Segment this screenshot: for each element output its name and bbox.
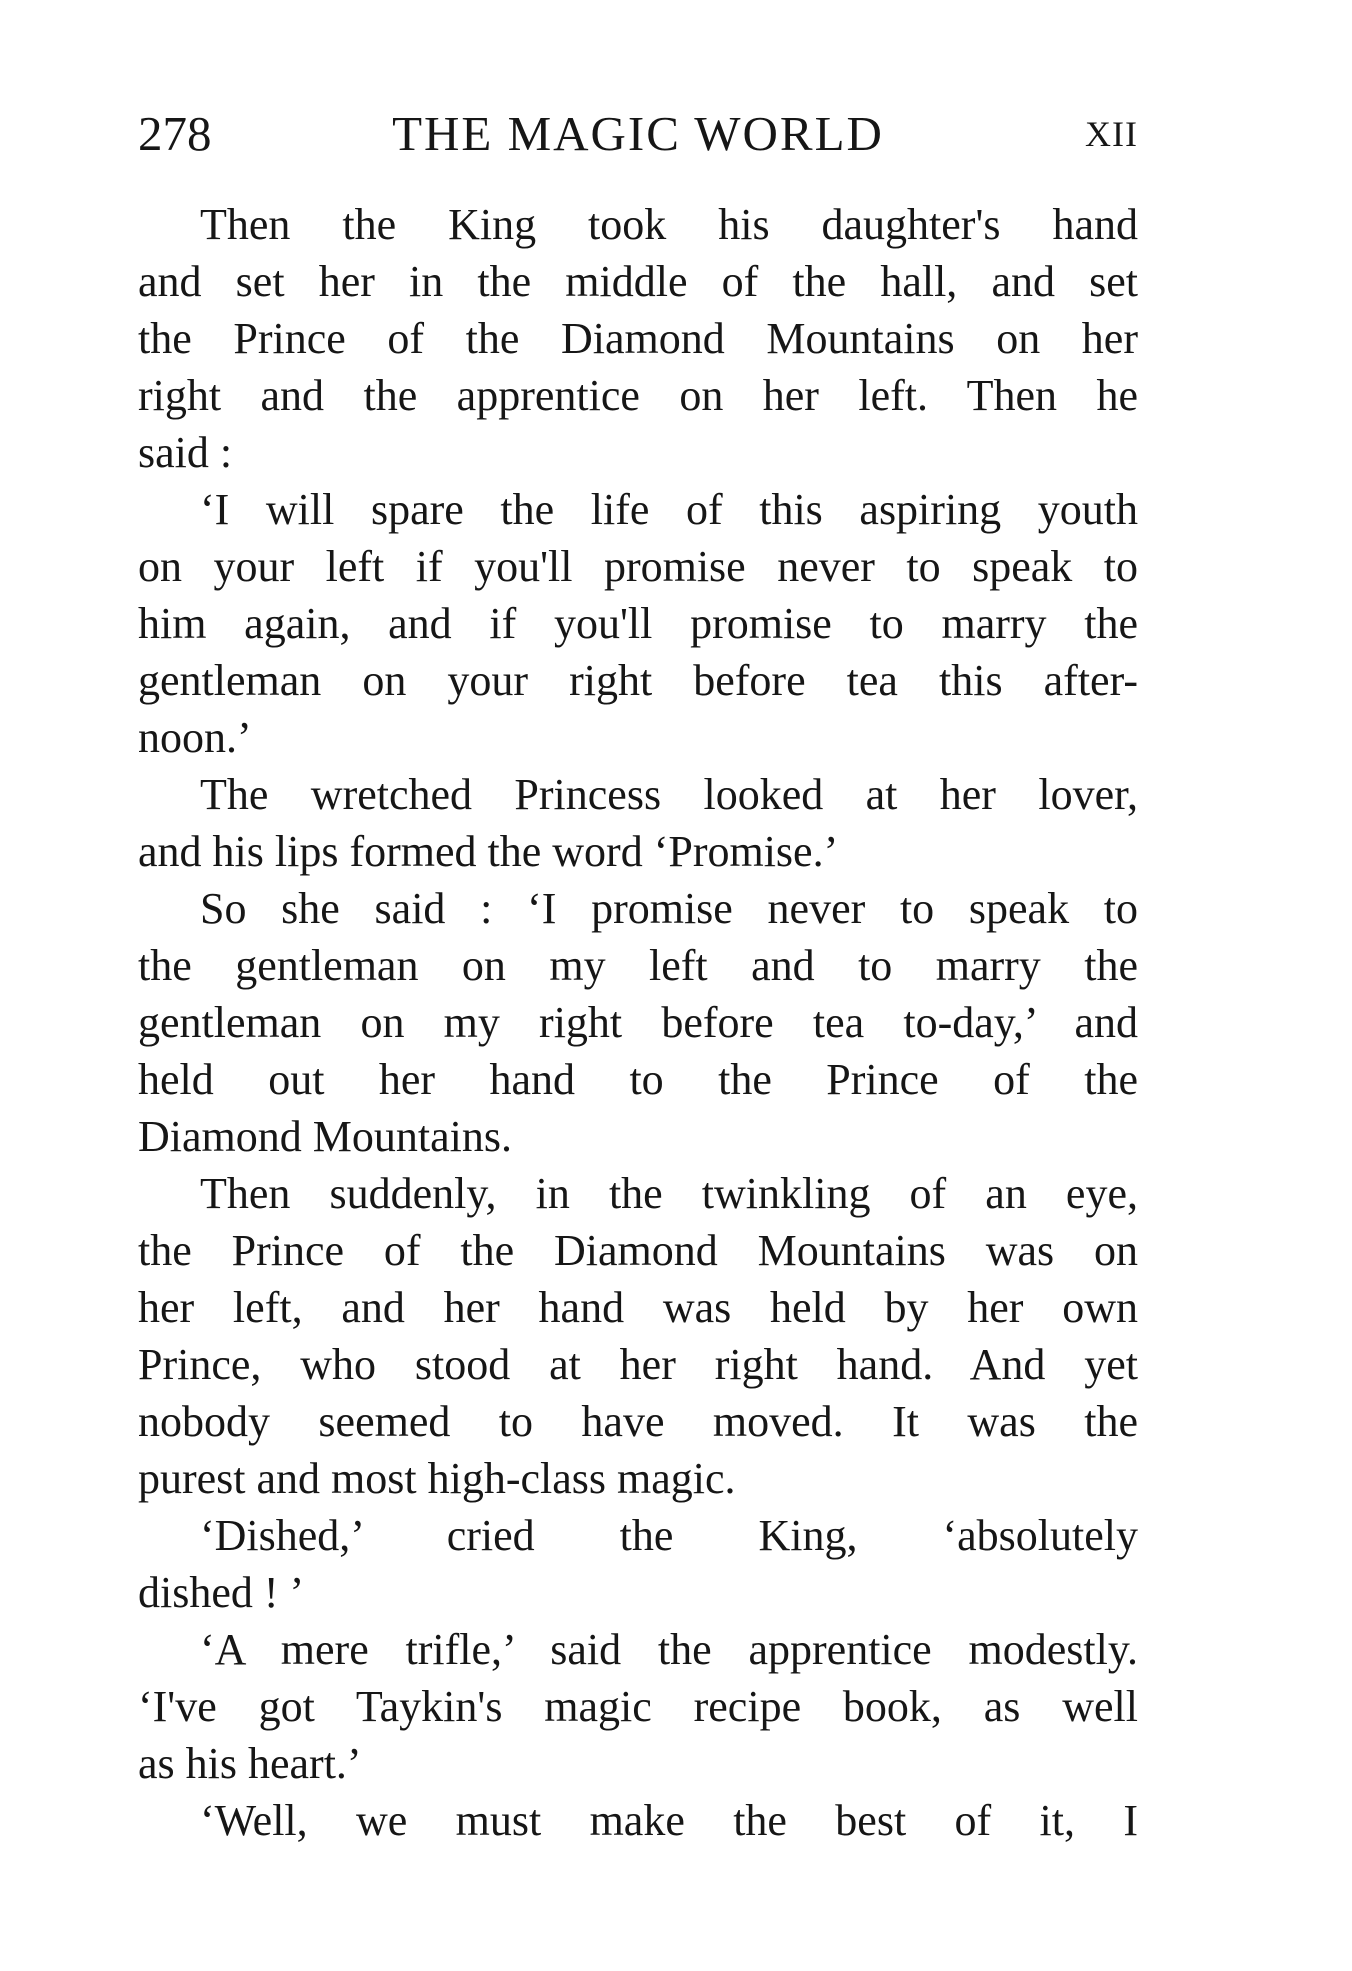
text-line: So she said : ‘I promise never to speak to — [200, 884, 1138, 933]
text-line: her left, and her hand was held by her own — [138, 1283, 1138, 1332]
text-line: ‘I will spare the life of this aspiring youth — [200, 485, 1138, 534]
text-line: and set her in the middle of the hall, and set — [138, 257, 1138, 306]
text-line: Diamond Mountains. — [138, 1112, 512, 1161]
text-line: gentleman on my right before tea to-day,’ and — [138, 998, 1138, 1047]
text-line: ‘Well, we must make the best of it, I — [200, 1796, 1138, 1845]
book-title: THE MAGIC WORLD — [392, 106, 884, 161]
text-line: and his lips formed the word ‘Promise.’ — [138, 827, 839, 876]
body-text — [138, 196, 1138, 1849]
text-line: noon.’ — [138, 713, 252, 762]
text-line: Then the King took his daughter's hand — [200, 200, 1138, 249]
text-line: on your left if you'll promise never to speak to — [138, 542, 1138, 591]
text-line: right and the apprentice on her left. Then he — [138, 371, 1138, 420]
text-line: The wretched Princess looked at her lover, — [200, 770, 1138, 819]
text-line: nobody seemed to have moved. It was the — [138, 1397, 1138, 1446]
text-line: the Prince of the Diamond Mountains on her — [138, 314, 1138, 363]
chapter-number: XII — [1085, 114, 1138, 154]
text-line: ‘Dished,’ cried the King, ‘absolutely — [200, 1511, 1138, 1560]
text-line: as his heart.’ — [138, 1739, 362, 1788]
text-line: said : — [138, 428, 233, 477]
text-line: the Prince of the Diamond Mountains was on — [138, 1226, 1138, 1275]
text-line: Prince, who stood at her right hand. And yet — [138, 1340, 1138, 1389]
text-line: ‘I've got Taykin's magic recipe book, as well — [138, 1682, 1138, 1731]
text-line: ‘A mere trifle,’ said the apprentice modestly. — [200, 1625, 1138, 1674]
text-line: purest and most high-class magic. — [138, 1454, 736, 1503]
text-line: Then suddenly, in the twinkling of an eye, — [200, 1169, 1138, 1218]
page-number: 278 — [138, 106, 212, 161]
text-line: held out her hand to the Prince of the — [138, 1055, 1138, 1104]
text-line: him again, and if you'll promise to marry the — [138, 599, 1138, 648]
running-head — [138, 104, 1138, 164]
text-line: gentleman on your right before tea this after- — [138, 656, 1138, 705]
text-line: dished ! ’ — [138, 1568, 305, 1617]
text-line: the gentleman on my left and to marry the — [138, 941, 1138, 990]
